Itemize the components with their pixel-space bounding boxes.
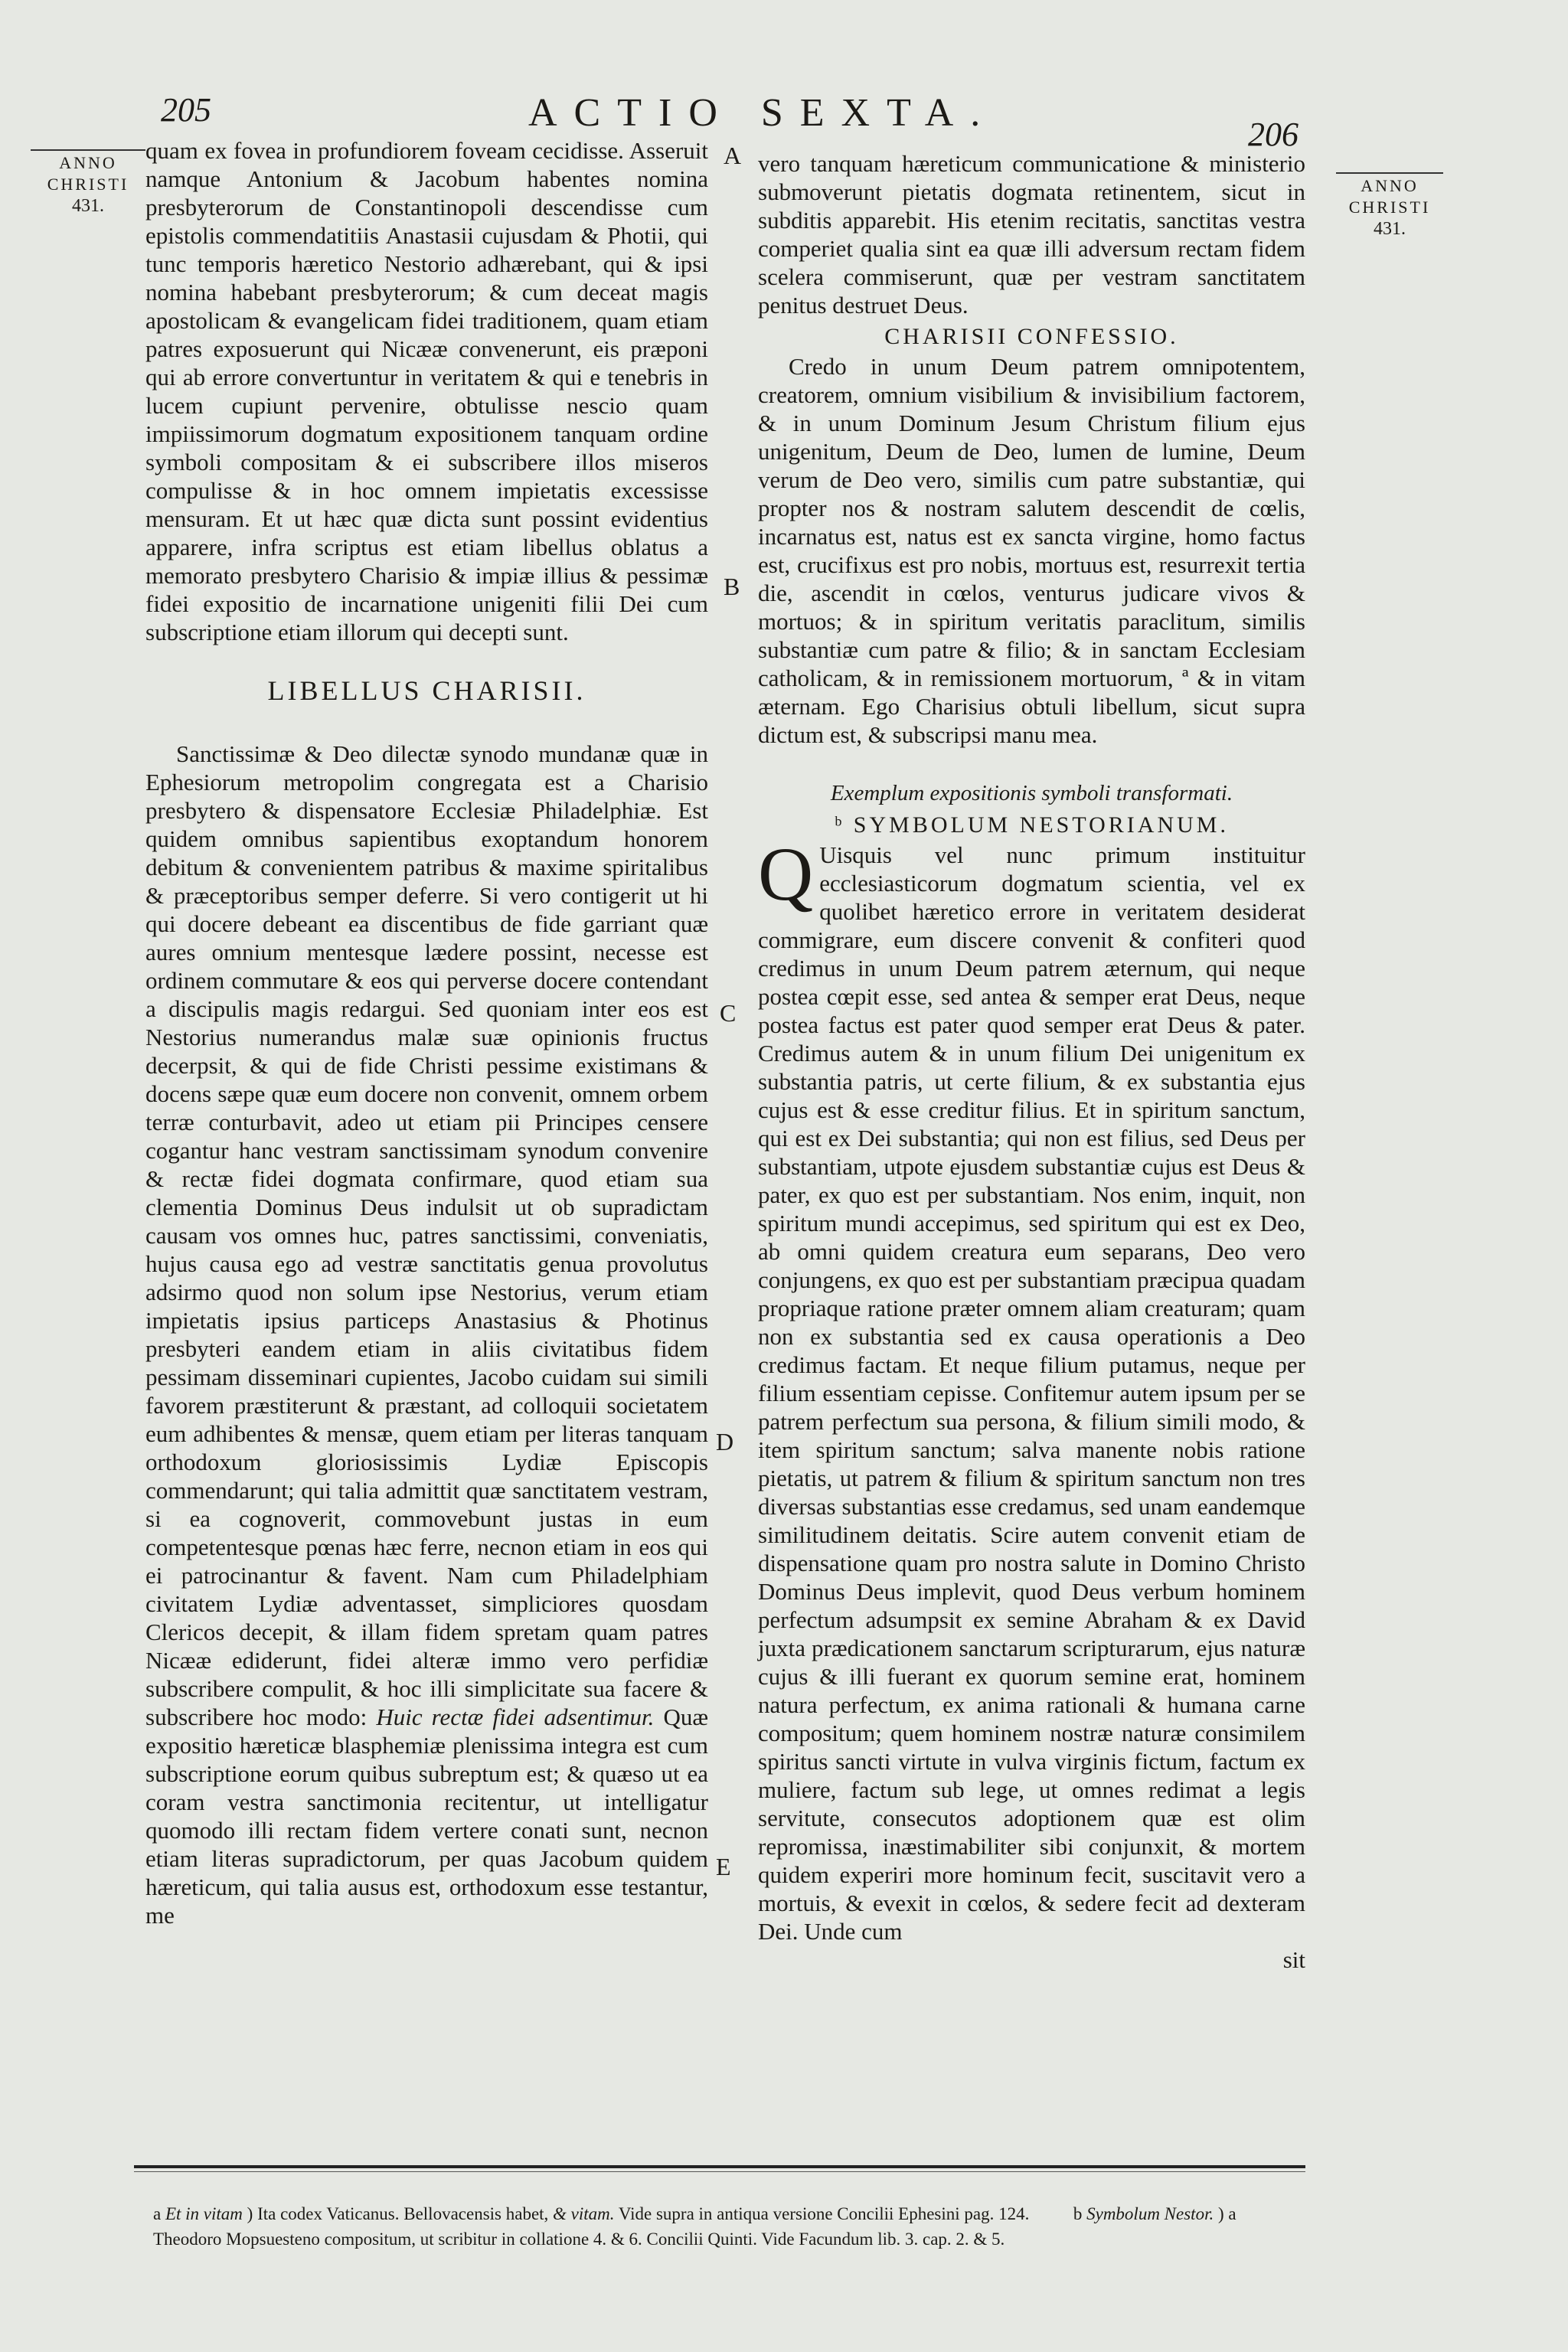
footnotes	[153, 2201, 1302, 2252]
section-letter-a: A	[724, 142, 742, 169]
margin-rule	[1336, 172, 1443, 174]
libellus-text: Sanctissimæ & Deo dilectæ synodo mundanæ quæ in Ephesiorum metropolim congregata est a Charisio presbytero & dispensatore Ecclesiæ Philadelphiæ. Est quidem omnibus sapientibus exoptandum honorem debitum & convenientem patribus & maxime spiritalibus & præceptoribus semper deferre. Si vero contigerit ut hi qui docere debeant ea discentibus de fide garriant quæ aures omnium mentesque lædere possint, necesse est ordinem commutare & eos qui perverse docere contendant a discipulis magis redargui. Sed quoniam inter eos est Nestorius numerandus malæ suæ opinionis fructus decerpsit, & qui de fide Christi pessime existimans & docens sæpe quæ eum docere non convenit, omnem orbem terræ conturbavit, adeo ut etiam pii Principes censere cogantur hanc vestram sanctissimam synodum convenire & rectæ fidei dogmata confirmare, quod etiam sua clementia Dominus Deus indulsit ut ob supradictam causam vos omnes huc, patres sanctissimi, conveniatis, hujus causa ego ad vestræ sanctitatis genua provolutus adsirmo quod non solum ipse Nestorius, verum etiam impietatis ipsius particeps Anastasius & Photinus presbyteri eandem etiam in aliis civitatibus fidem pessimam disseminari cupientes, Jacobo cuidam sui simili favorem præstiterunt & præstant, ad colloquii societatem eum adhibentes & mensæ, quem etiam per literas tanquam orthodoxum gloriosissimis Lydiæ Episcopis commendarunt; qui talia admittit quæ sanctitatem vestram, si ea cognoverit, commovebunt justas in eum competentesque pœnas hæc ferre, necnon etiam in eos qui ei patrocinantur & favent. Nam cum Philadelphiam civitatem Lydiæ adventasset, simpliciores quosdam Clericos decepit, & illam fidem spretam quam patres Nicææ ediderunt, fidei alteræ immo vero perfidiæ subscribere compulit, & hoc illi simplicitate sua facere & subscribere hoc modo:	[145, 740, 708, 1730]
running-title: ACTIO SEXTA.	[528, 91, 998, 135]
libellus-text-end: Quæ expositio hæreticæ blasphemiæ plenissima integra est cum subscriptione eorum quibus subreptum est; & quæso ut ea coram vestra sanctimonia recitentur, ut intelligatur quomodo illi rectam fidem vertere conati sunt, necnon etiam literas supradictorum, per quas Jacobum quidem hæreticum, qui talia ausus est, orthodoxum esse testantur, me	[145, 1704, 709, 1929]
left-paragraph-1: quam ex fovea in profundiorem foveam cecidisse. Asseruit namque Antonium & Jacobum habentes nomina presbyterorum de Constantinopoli descendisse cum epistolis commendatitiis Anastasii cujusdam & Photii, qui tunc temporis hæretico Nestorio adhærebant, qui & ipsi nomina habebant presbyterorum; & cum deceat magis apostolicam & evangelicam fidei traditionem, quam etiam patres exposuerunt qui Nicææ convenerunt, eis præponi qui ab errore convertuntur in veritatem & qui e tenebris in lucem cupiunt pervenire, obtulisse nescio quam impiissimorum dogmatum expositionem tanquam ordine symboli compositam & ei subscribere illos miseros compulisse & in hoc omnem impietatis excessisse mensuram. Et ut hæc quæ dicta sunt possint evidentius apparere, infra scriptus est etiam libellus oblatus a memorato presbytero Charisio & impiæ illius & pessimæ fidei expositio de incarnatione unigeniti filii Dei cum subscriptione etiam illorum qui decepti sunt.	[145, 137, 708, 645]
confessio-text: Credo in unum Deum patrem omnipotentem, creatorem, omnium visibilium & invisibilium factorem, & in unum Dominum Jesum Christum filium ejus unigenitum, Deum de Deo, lumen de lumine, Deum verum de Deo vero, similis cum patre substantiæ, qui propter nos & nostram salutem descendit de cœlis, incarnatus est, natus est ex sancta virgine, homo factus est, crucifixus est pro nobis, mortuus est, resurrexit tertia die, ascendit in cœlos, venturus judicare vivos & mortuos; & in spiritum veritatis paraclitum, similis substantiæ cum patre & filio; & in sanctam Ecclesiam catholicam, & in remissionem mortuorum, ª & in vitam æternam. Ego Charisius obtuli libellum, sicut supra dictum est, & subscripsi manu mea.	[758, 353, 1305, 748]
margin-note-right	[1336, 172, 1443, 240]
page-number-right: 206	[1248, 116, 1298, 153]
footnote-marker: b	[1073, 2204, 1083, 2223]
exemplum-heading: Exemplum expositionis symboli transformati.	[830, 781, 1233, 805]
symbolum-heading: ᵇ SYMBOLUM NESTORIANUM.	[835, 812, 1229, 838]
section-letter-c: C	[720, 999, 737, 1027]
margin-year: 431.	[72, 196, 104, 216]
drop-cap: Q	[758, 831, 814, 916]
footnote-lemma: Et in vitam	[165, 2204, 243, 2223]
page-number-left: 205	[161, 91, 211, 129]
footnote-rule-thin	[134, 2171, 1305, 2172]
section-letter-e: E	[716, 1853, 731, 1880]
margin-christi: CHRISTI	[47, 175, 129, 194]
margin-rule	[31, 149, 145, 151]
footnote-text: ) a Theodoro Mopsuesteno compositum, ut scribitur in collatione 4. & 6. Concilii Quinti. Vide Facundum lib. 3. cap. 2. & 5.	[153, 2204, 1236, 2249]
catchword: sit	[1282, 1946, 1305, 1973]
libellus-italic-phrase: Huic rectæ fidei adsentimur.	[376, 1704, 655, 1730]
confessio-heading: CHARISII CONFESSIO.	[884, 324, 1179, 349]
footnote-variant: & vitam.	[553, 2204, 615, 2223]
symbolum-text	[758, 831, 1305, 1945]
footnote-text: Vide supra in antiqua versione Concilii Ephesini pag. 124.	[618, 2204, 1030, 2223]
margin-year: 431.	[1374, 219, 1406, 239]
footnote-text: ) Ita codex Vaticanus. Bellovacensis habet,	[247, 2204, 549, 2223]
margin-note-left	[31, 149, 145, 217]
footnote-lemma: Symbolum Nestor.	[1086, 2204, 1214, 2223]
section-letter-d: D	[716, 1428, 734, 1455]
right-paragraph-1: vero tanquam hæreticum communicatione & ministerio submoverunt pietatis dogmata retinentem, sicut in subditis apparebit. His etenim recitatis, sanctitas vestra comperiet qualia sint ea quæ illi adversum rectam fidem scelera commiserunt, quæ per vestram sanctitatem penitus destruet Deus.	[758, 150, 1305, 318]
left-column	[145, 136, 708, 1929]
section-letter-b: B	[724, 573, 740, 600]
footnote-rule	[134, 2165, 1305, 2168]
right-column	[758, 149, 1305, 1974]
margin-anno: ANNO	[59, 153, 117, 172]
margin-anno: ANNO	[1361, 176, 1419, 195]
margin-christi: CHRISTI	[1348, 198, 1431, 217]
footnote-a	[153, 2201, 1302, 2252]
footnote-marker: a	[153, 2204, 162, 2223]
left-paragraph-2	[145, 740, 708, 1929]
libellus-heading: LIBELLUS CHARISII.	[267, 675, 586, 706]
symbolum-body: Uisquis vel nunc primum instituitur ecclesiasticorum dogmatum scientia, vel ex quolibet hæretico errore in veritatem desiderat commigrare, eum discere convenit & confiteri quod credimus in unum Deum patrem æternum, qui neque postea cœpit esse, sed antea & semper erat Deus, neque postea factus est pater quod semper erat Deus & pater. Credimus autem & in unum filium Dei unigenitum ex substantia patris, ut certe filium, & ex substantia ejus cujus est & esse creditur filius. Et in spiritum sanctum, qui est ex Dei substantia; qui non est filius, sed Deus per substantiam, utpote ejusdem substantiæ cujus est Deus & pater, ex quo est per substantiam. Nos enim, inquit, non spiritum mundi accepimus, sed spiritum qui est ex Deo, ab omni quidem creatura eum separans, Deo vero conjungens, ex quo est per substantiam præcipua quadam propriaque ratione præter omnem aliam creaturam; quam non ex substantia sed ex causa operationis a Deo credimus factam. Et neque filium putamus, neque per filium essentiam cepisse. Confitemur autem ipsum per se patrem perfectum sua persona, & filium simili modo, & item spiritum sanctum; salva manente nobis ratione pietatis, ut patrem & filium & spiritum sanctum non tres diversas substantias esse credamus, sed unam eandemque similitudinem deitatis. Scire autem convenit etiam de dispensatione quam pro nostra salute in Domino Christo Dominus Deus implevit, quod Deus verbum hominem perfectum adsumpsit ex semine Abraham & ex David juxta prædicationem sanctarum scripturarum, ejus naturæ cujus & illi fuerant ex quorum semine erat, hominem natura perfectum, ex anima rationali & humana carne compositum; quem hominem nostræ naturæ consimilem spiritus sancti virtute in vulva virginis fictum, factum ex muliere, factum sub lege, ut omnes redimat a legis servitute, consecutos adoptionem quæ est olim repromissa, inæstimabiliter sibi conjunxit, & mortem quidem experiri more hominum fecit, suscitavit vero a mortuis, & evexit in cœlos, & sedere fecit ad dexteram Dei. Unde cum	[758, 841, 1305, 1945]
